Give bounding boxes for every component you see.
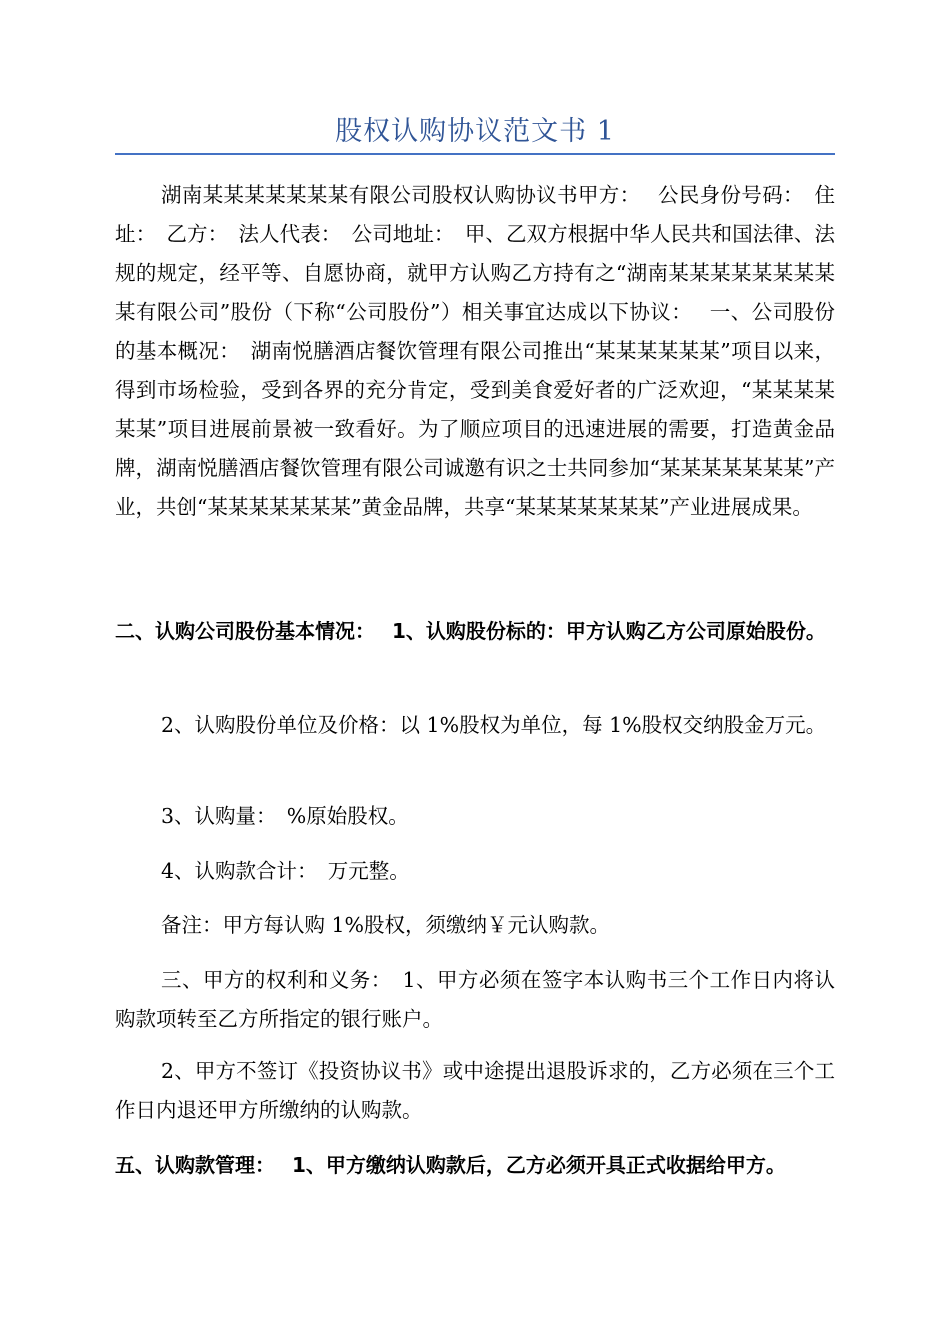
paragraph-item-2: 2、认购股份单位及价格：以 1%股权为单位，每 1%股权交纳股金万元。: [161, 713, 827, 737]
paragraph-intro: 湖南某某某某某某某有限公司股权认购协议书甲方： 公民身份号码： 住址： 乙方： 法人代表： 公司地址： 甲、乙双方根据中华人民共和国法律、法规的规定，经平等、自愿协商，就甲方认购乙方持有之“湖南某某某某某某某某某有限公司”股份（下称“公司股份”）相关事宜达成以下协议： 一、公司股份的基本概况： 湖南悦膳酒店餐饮管理有限公司推出“某某某某某某”项目以来，得到市场检验，受到各界的充分肯定，受到美食爱好者的广泛欢迎，“某某某某某某”项目进展前景被一致看好。为了顺应项目的迅速进展的需要，打造黄金品牌，湖南悦膳酒店餐饮管理有限公司诚邀有识之士共同参加“某某某某某某某”产业，共创“某某某某某某某”黄金品牌，共享“某某某某某某某”产业进展成果。: [115, 183, 835, 519]
document-title: 股权认购协议范文书 1: [335, 116, 615, 147]
paragraph-item-4: 4、认购款合计： 万元整。: [161, 859, 410, 883]
section-heading-5: 五、认购款管理： 1、甲方缴纳认购款后，乙方必须开具正式收据给甲方。: [115, 1153, 786, 1177]
paragraph-section-3-item-2: 2、甲方不签订《投资协议书》或中途提出退股诉求的，乙方必须在三个工作日内退还甲方所缴纳的认购款。: [115, 1059, 835, 1122]
paragraph-item-3: 3、认购量： %原始股权。: [161, 804, 409, 828]
paragraph-note: 备注：甲方每认购 1%股权，须缴纳￥元认购款。: [161, 913, 611, 937]
title-underline: [115, 153, 835, 155]
section-heading-2: 二、认购公司股份基本情况： 1、认购股份标的：甲方认购乙方公司原始股份。: [115, 619, 826, 643]
paragraph-section-3: 三、甲方的权利和义务： 1、甲方必须在签字本认购书三个工作日内将认购款项转至乙方所指定的银行账户。: [115, 968, 835, 1031]
